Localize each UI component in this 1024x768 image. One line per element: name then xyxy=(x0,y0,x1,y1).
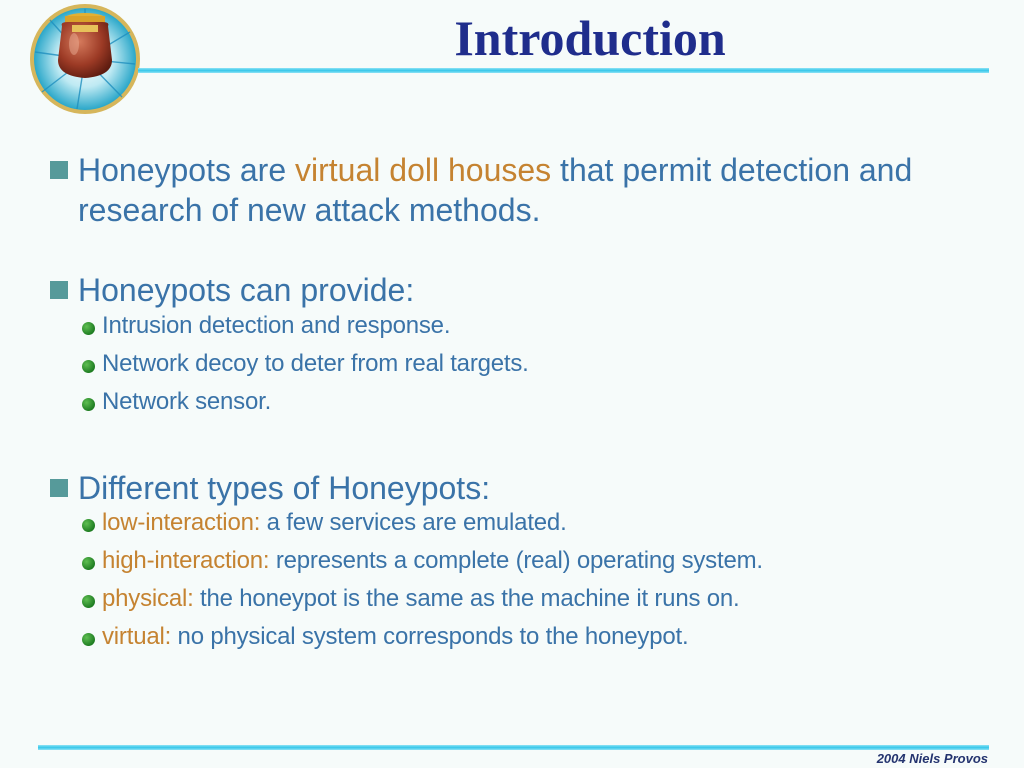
list-item-text: Network decoy to deter from real targets. xyxy=(102,350,529,377)
page-title: Introduction xyxy=(454,10,726,66)
list-item-text: Intrusion detection and response. xyxy=(102,312,451,339)
list-item-text xyxy=(102,508,567,538)
green-dot-bullet-icon xyxy=(82,595,95,608)
type-term: physical: xyxy=(102,585,194,612)
highlight-term: virtual doll houses xyxy=(295,152,552,188)
list-item-text: Network sensor. xyxy=(102,388,272,415)
green-dot-bullet-icon xyxy=(82,557,95,570)
square-bullet-icon xyxy=(50,161,68,179)
list-item-text xyxy=(102,622,688,652)
honeypot-logo-icon xyxy=(22,2,148,116)
green-dot-bullet-icon xyxy=(82,633,95,646)
bullet-text xyxy=(78,150,938,230)
type-description: no physical system corresponds to the honeypot. xyxy=(171,623,689,650)
green-dot-bullet-icon xyxy=(82,322,95,335)
bullet-text: Different types of Honeypots: xyxy=(78,470,491,506)
bullet-text-prefix: Honeypots are xyxy=(78,152,296,188)
green-dot-bullet-icon xyxy=(82,519,95,532)
footer-credit: 2004 Niels Provos xyxy=(876,751,988,766)
type-description: represents a complete (real) operating system. xyxy=(269,547,763,574)
green-dot-bullet-icon xyxy=(82,360,95,373)
bullet-text-suffix: that permit detection and research of new attack methods. xyxy=(78,152,913,228)
footer-divider xyxy=(38,745,989,750)
type-term: virtual: xyxy=(102,623,172,650)
green-dot-bullet-icon xyxy=(82,398,95,411)
square-bullet-icon xyxy=(50,281,68,299)
type-description: a few services are emulated. xyxy=(260,509,567,536)
type-term: low-interaction: xyxy=(102,509,261,536)
square-bullet-icon xyxy=(50,479,68,497)
type-description: the honeypot is the same as the machine it runs on. xyxy=(193,585,740,612)
list-item-text xyxy=(102,584,740,614)
bullet-text: Honeypots can provide: xyxy=(78,272,415,308)
title-divider xyxy=(138,68,989,73)
list-item-text xyxy=(102,546,763,576)
type-term: high-interaction: xyxy=(102,547,270,574)
